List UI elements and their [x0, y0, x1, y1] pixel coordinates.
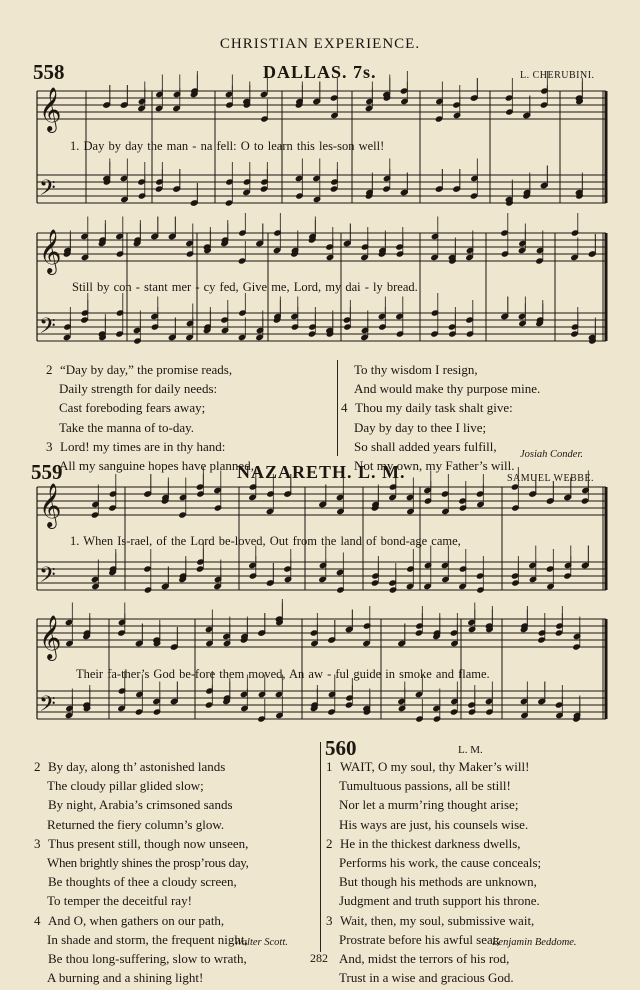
stanza-line: 3 Thus present still, though now unseen, [34, 835, 249, 851]
stanza-line: 1 WAIT, O my soul, thy Maker’s will! [326, 759, 530, 774]
stanza-line: Returned the fiery column’s glow. [47, 816, 225, 832]
stanza-line: 3 Wait, then, my soul, submissive wait, [326, 912, 535, 928]
hymn-number-558: 558 [33, 60, 65, 84]
stanza-line: 2 By day, along th’ astonished lands [34, 759, 226, 774]
stanza-line: But though his methods are unknown, [339, 874, 537, 890]
author-conder: Josiah Conder. [520, 449, 583, 460]
composer-cherubini: L. CHERUBINI. [520, 70, 595, 81]
treble-clef-icon: 𝄞 [39, 87, 62, 131]
stanza-line: Judgment and truth support his throne. [339, 893, 540, 909]
stanza-line: 4 Thou my daily task shalt give: [341, 400, 513, 416]
stanzas-560 [326, 757, 541, 987]
stanza-line: Nor let a murm’ring thought arise; [339, 797, 519, 813]
page-number: 282 [310, 951, 328, 965]
treble-clef-icon: 𝄞 [39, 615, 62, 659]
stanza-line: All my sanguine hopes have planned, [59, 458, 254, 474]
author-scott: Walter Scott. [234, 937, 288, 948]
stanza-line: His ways are just, his counsels wise. [339, 816, 529, 832]
stanza-line: Day by day to thee I live; [354, 419, 487, 435]
stanza-line: Prostrate before his awful seat; [339, 931, 501, 947]
stanza-line: A burning and a shining light! [47, 970, 204, 986]
meter-560: L. M. [458, 744, 483, 756]
stanza-line: In shade and storm, the frequent night, [47, 931, 248, 947]
stanza-line: Be thoughts of thee a cloudy screen, [48, 874, 237, 890]
stanzas-559 [34, 757, 249, 987]
stanza-line: And would make thy purpose mine. [354, 381, 541, 397]
stanza-line: 3 Lord! my times are in thy hand: [46, 438, 226, 454]
lyric-559-line-1: 1. When Is-rael, of the Lord be-loved, Out from the land of bond-age came, [70, 534, 461, 548]
stanza-line: Performs his work, the cause conceals; [339, 855, 542, 871]
stanzas-558-left [46, 360, 254, 475]
stanzas-558-right [341, 360, 540, 475]
tune-title-nazareth: NAZARETH. L. M. [237, 462, 406, 482]
bass-clef-icon: 𝄢 [39, 563, 56, 593]
lyric-558-line-2: Still by con - stant mer - cy fed, Give me, Lord, my dai - ly bread. [72, 280, 418, 294]
stanza-line: By night, Arabia’s crimsoned sands [48, 797, 233, 813]
stanza-line: 4 And O, when gathers on our path, [34, 912, 225, 928]
stanza-line: Tumultuous passions, all be still! [339, 778, 511, 794]
stanza-line: When brightly shines the prosp’rous day, [47, 855, 249, 871]
stanza-line: Take the manna of to-day. [59, 419, 195, 435]
stanza-line: To temper the deceitful ray! [47, 893, 192, 909]
author-beddome: Benjamin Beddome. [492, 937, 577, 948]
hymn-number-560: 560 [325, 736, 357, 760]
composer-webbe: SAMUEL WEBBE. [507, 473, 595, 484]
stanza-line: Daily strength for daily needs: [59, 381, 218, 397]
bass-clef-icon: 𝄢 [39, 314, 56, 344]
stanza-line: 2 “Day by day,” the promise reads, [46, 362, 233, 377]
tune-title-dallas: DALLAS. 7s. [263, 62, 377, 82]
treble-clef-icon: 𝄞 [39, 483, 62, 527]
treble-clef-icon: 𝄞 [39, 229, 62, 273]
stanza-line: So shall added years fulfill, [354, 438, 497, 454]
hymn-number-559: 559 [31, 460, 63, 484]
stanza-line: Be thou long-suffering, slow to wrath, [48, 951, 247, 967]
lyric-558-line-1: 1. Day by day the man - na fell: O to learn this les-son well! [70, 139, 385, 153]
stanza-line: Trust in a wise and gracious God. [339, 970, 514, 986]
running-head: CHRISTIAN EXPERIENCE. [219, 36, 421, 52]
stanza-line: And, midst the terrors of his rod, [339, 951, 510, 967]
stanza-line: To thy wisdom I resign, [354, 362, 478, 377]
stanza-line: Cast foreboding fears away; [59, 400, 206, 416]
lyric-559-line-2: Their fa-ther’s God be-fore them moved, An aw - ful guide in smoke and flame. [76, 667, 490, 681]
column-divider [337, 360, 338, 456]
bass-clef-icon: 𝄢 [39, 176, 56, 206]
stanza-line: The cloudy pillar glided slow; [47, 778, 204, 794]
column-divider [320, 742, 321, 952]
stanza-line: 2 He in the thickest darkness dwells, [326, 835, 521, 851]
bass-clef-icon: 𝄢 [39, 692, 56, 722]
stanza-line: Not my own, my Father’s will. [354, 458, 515, 474]
